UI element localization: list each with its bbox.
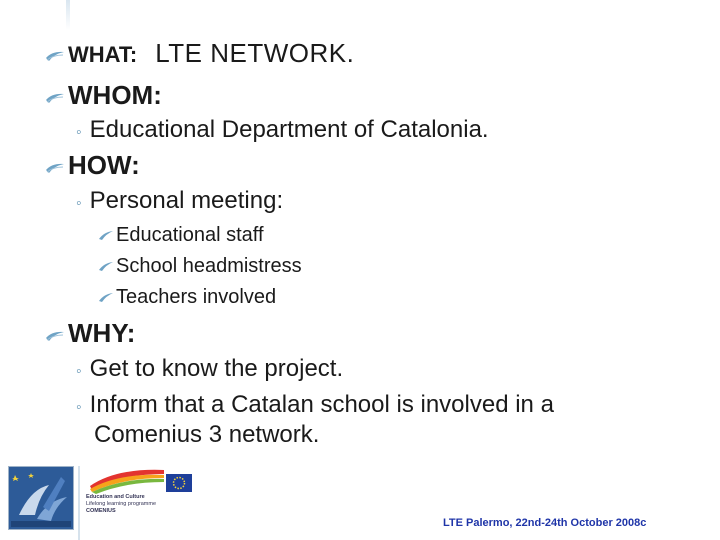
how-subitem-text: School headmistress (116, 255, 302, 277)
why-item (76, 391, 554, 419)
how-subitem (98, 255, 302, 278)
why-label: WHY: (68, 318, 136, 348)
what-value: LTE NETWORK. (155, 38, 355, 68)
bullet-why (44, 318, 135, 349)
color-swoosh-icon (86, 464, 168, 494)
circle-bullet-icon: ◦ (76, 124, 82, 141)
eu-programme-text (86, 494, 206, 515)
what-label: WHAT: (68, 42, 138, 67)
whom-item-text: Educational Department of Catalonia. (89, 116, 489, 143)
bullet-what (44, 38, 354, 69)
eu-flag-icon (166, 474, 192, 492)
why-item (76, 355, 343, 383)
eu-education-culture-logo (84, 464, 204, 530)
lifelong-learning-logo (8, 466, 74, 530)
swoosh-subbullet-icon (98, 224, 116, 236)
whom-item (76, 116, 489, 144)
footer-text: LTE Palermo, 22nd-24th October 2008c (443, 517, 647, 529)
eu-text-line: COMENIUS (86, 508, 116, 514)
whom-label: WHOM: (68, 80, 162, 110)
swoosh-subbullet-icon (98, 286, 116, 298)
circle-bullet-icon: ◦ (76, 363, 82, 380)
how-subitem-text: Educational staff (116, 224, 264, 246)
circle-bullet-icon: ◦ (76, 195, 82, 212)
circle-bullet-icon: ◦ (76, 399, 82, 416)
how-subitem-text: Teachers involved (116, 286, 277, 308)
swoosh-subbullet-icon (98, 255, 116, 267)
why-item-text: Get to know the project. (89, 355, 344, 382)
swoosh-bullet-icon (44, 81, 68, 95)
why-item-continuation (94, 421, 319, 449)
bullet-whom (44, 80, 162, 111)
swoosh-bullet-icon (44, 319, 68, 333)
why-item-text: Inform that a Catalan school is involved in a (89, 391, 554, 418)
swoosh-bullet-icon (44, 151, 68, 165)
eu-text-line: Lifelong learning programme (86, 501, 157, 507)
how-subitem (98, 286, 276, 309)
bullet-how (44, 150, 140, 181)
why-item-text: Comenius 3 network. (94, 421, 320, 448)
logo-divider (78, 466, 80, 540)
eu-text-line: Education and Culture (86, 494, 145, 500)
swoosh-bullet-icon (44, 49, 68, 63)
how-subitem (98, 224, 264, 247)
how-label: HOW: (68, 150, 140, 180)
how-item-text: Personal meeting: (89, 187, 284, 214)
how-item (76, 187, 283, 215)
